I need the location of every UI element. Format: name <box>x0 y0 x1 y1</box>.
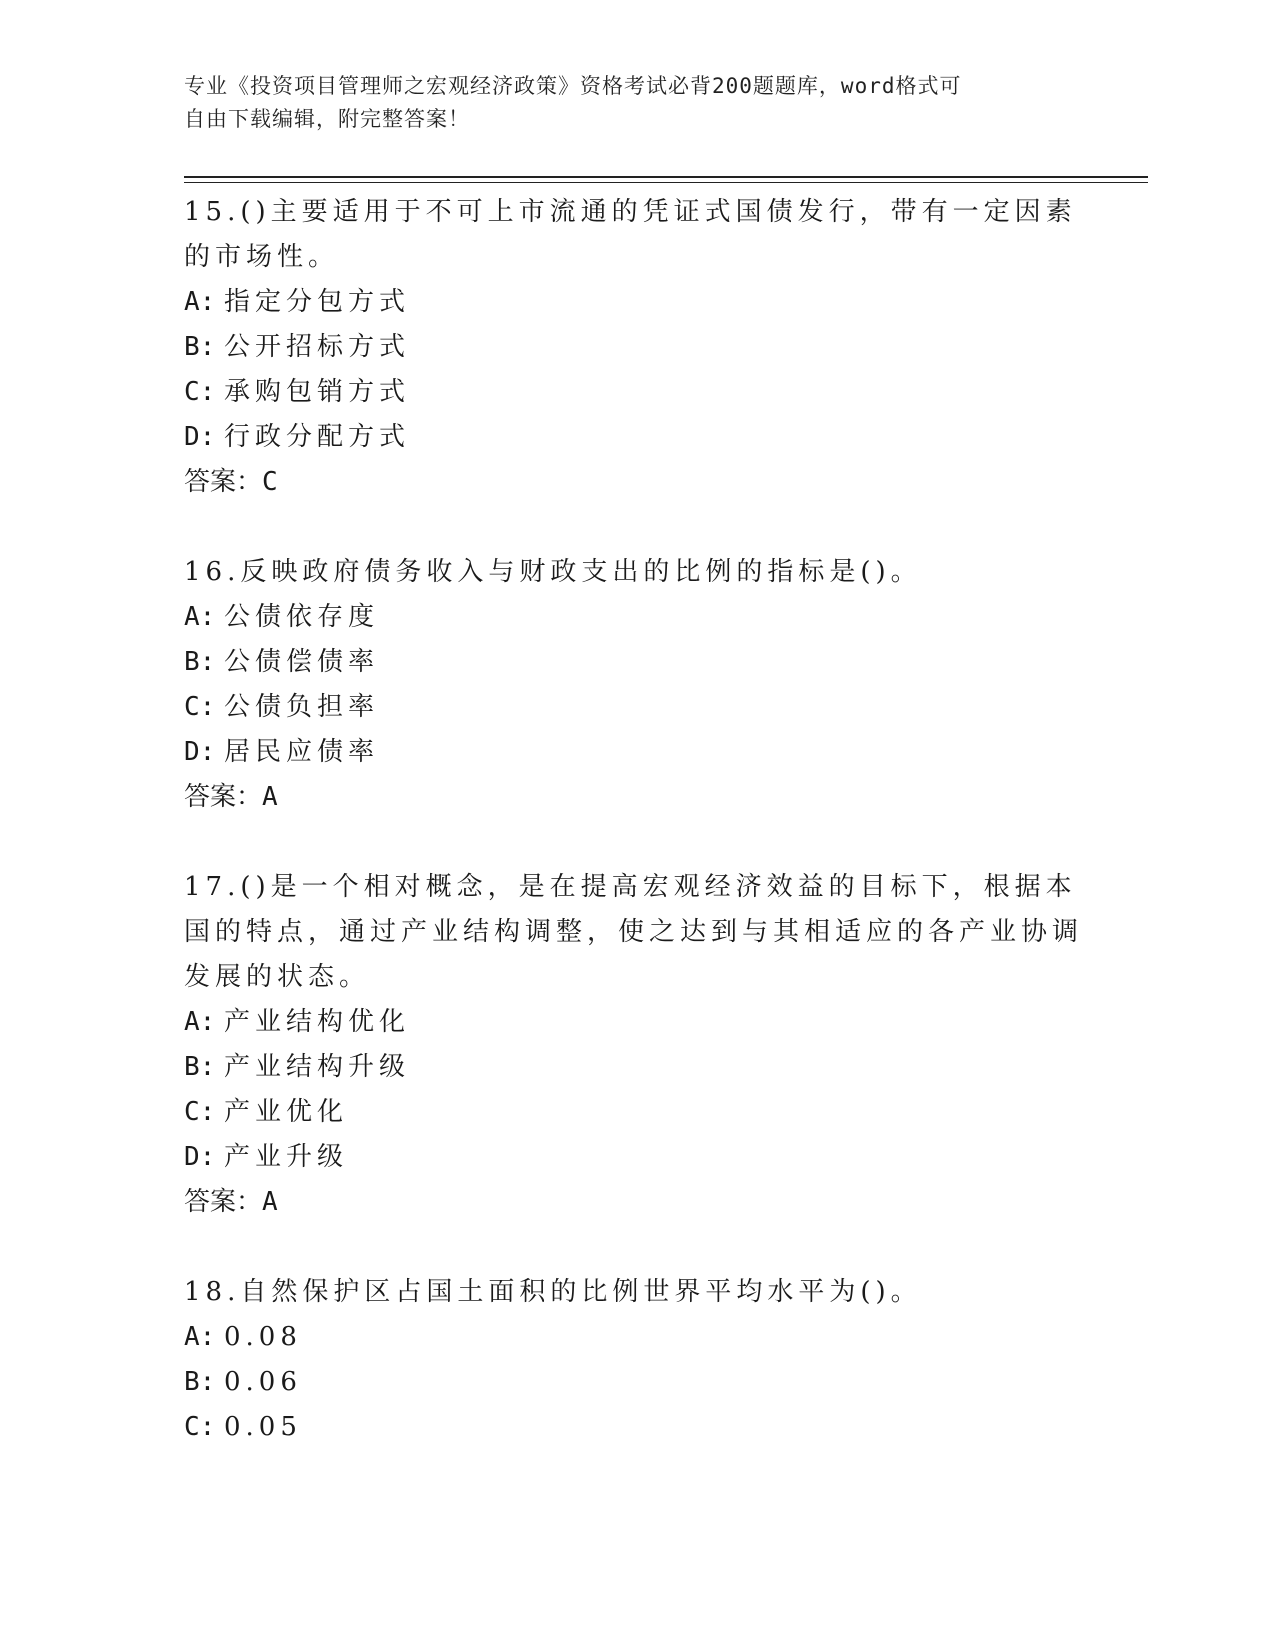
option-text: 产业优化 <box>224 1097 349 1127</box>
option-text: 公债负担率 <box>224 692 380 722</box>
option-b <box>184 1360 1084 1405</box>
header-divider-thin <box>184 182 1148 183</box>
option-c <box>184 1405 1084 1450</box>
question-15 <box>184 190 1084 505</box>
option-letter: C: <box>184 1097 216 1127</box>
option-b <box>184 1045 1084 1090</box>
answer-label: 答案： <box>184 467 263 497</box>
option-letter: B: <box>184 1367 216 1397</box>
question-list <box>184 190 1084 1495</box>
option-text: 指定分包方式 <box>224 287 411 317</box>
answer-value: C <box>262 467 278 497</box>
answer-label: 答案： <box>184 782 263 812</box>
option-c <box>184 685 1084 730</box>
option-text: 0.06 <box>224 1367 302 1397</box>
answer-value: A <box>262 782 278 812</box>
option-letter: D: <box>184 737 216 767</box>
option-b <box>184 640 1084 685</box>
option-letter: A: <box>184 1007 216 1037</box>
option-d <box>184 730 1084 775</box>
option-c <box>184 1090 1084 1135</box>
option-b <box>184 325 1084 370</box>
question-text: 16.反映政府债务收入与财政支出的比例的指标是()。 <box>184 557 922 587</box>
question-18 <box>184 1270 1084 1450</box>
option-letter: A: <box>184 1322 216 1352</box>
option-d <box>184 415 1084 460</box>
option-text: 公债依存度 <box>224 602 380 632</box>
option-letter: C: <box>184 692 216 722</box>
option-letter: D: <box>184 1142 216 1172</box>
answer-line <box>184 1180 1084 1225</box>
answer-value: A <box>262 1187 278 1217</box>
question-text: 18.自然保护区占国土面积的比例世界平均水平为()。 <box>184 1277 922 1307</box>
answer-label: 答案： <box>184 1187 263 1217</box>
option-c <box>184 370 1084 415</box>
option-letter: C: <box>184 377 216 407</box>
option-text: 产业升级 <box>224 1142 349 1172</box>
option-letter: B: <box>184 1052 216 1082</box>
option-a <box>184 1000 1084 1045</box>
option-text: 公开招标方式 <box>224 332 411 362</box>
option-a <box>184 280 1084 325</box>
option-text: 产业结构升级 <box>224 1052 411 1082</box>
option-letter: B: <box>184 647 216 677</box>
header-divider-thick <box>184 176 1148 178</box>
option-text: 承购包销方式 <box>224 377 411 407</box>
header-line-1: 专业《投资项目管理师之宏观经济政策》资格考试必背200题题库，word格式可 <box>184 74 962 98</box>
option-letter: A: <box>184 287 216 317</box>
option-letter: C: <box>184 1412 216 1442</box>
header-line-2: 自由下载编辑，附完整答案！ <box>184 107 470 131</box>
document-header <box>184 70 1064 136</box>
option-text: 0.08 <box>224 1322 302 1352</box>
answer-line <box>184 775 1084 820</box>
answer-line <box>184 460 1084 505</box>
option-text: 行政分配方式 <box>224 422 411 452</box>
option-text: 产业结构优化 <box>224 1007 411 1037</box>
question-17 <box>184 865 1084 1225</box>
option-letter: D: <box>184 422 216 452</box>
option-text: 0.05 <box>224 1412 302 1442</box>
option-d <box>184 1135 1084 1180</box>
option-text: 居民应债率 <box>224 737 380 767</box>
question-text: 17.()是一个相对概念，是在提高宏观经济效益的目标下，根据本国的特点，通过产业结构调整，使之达到与其相适应的各产业协调发展的状态。 <box>184 872 1084 992</box>
option-a <box>184 1315 1084 1360</box>
option-letter: B: <box>184 332 216 362</box>
option-text: 公债偿债率 <box>224 647 380 677</box>
option-letter: A: <box>184 602 216 632</box>
option-a <box>184 595 1084 640</box>
question-text: 15.()主要适用于不可上市流通的凭证式国债发行，带有一定因素的市场性。 <box>184 197 1077 272</box>
question-16 <box>184 550 1084 820</box>
